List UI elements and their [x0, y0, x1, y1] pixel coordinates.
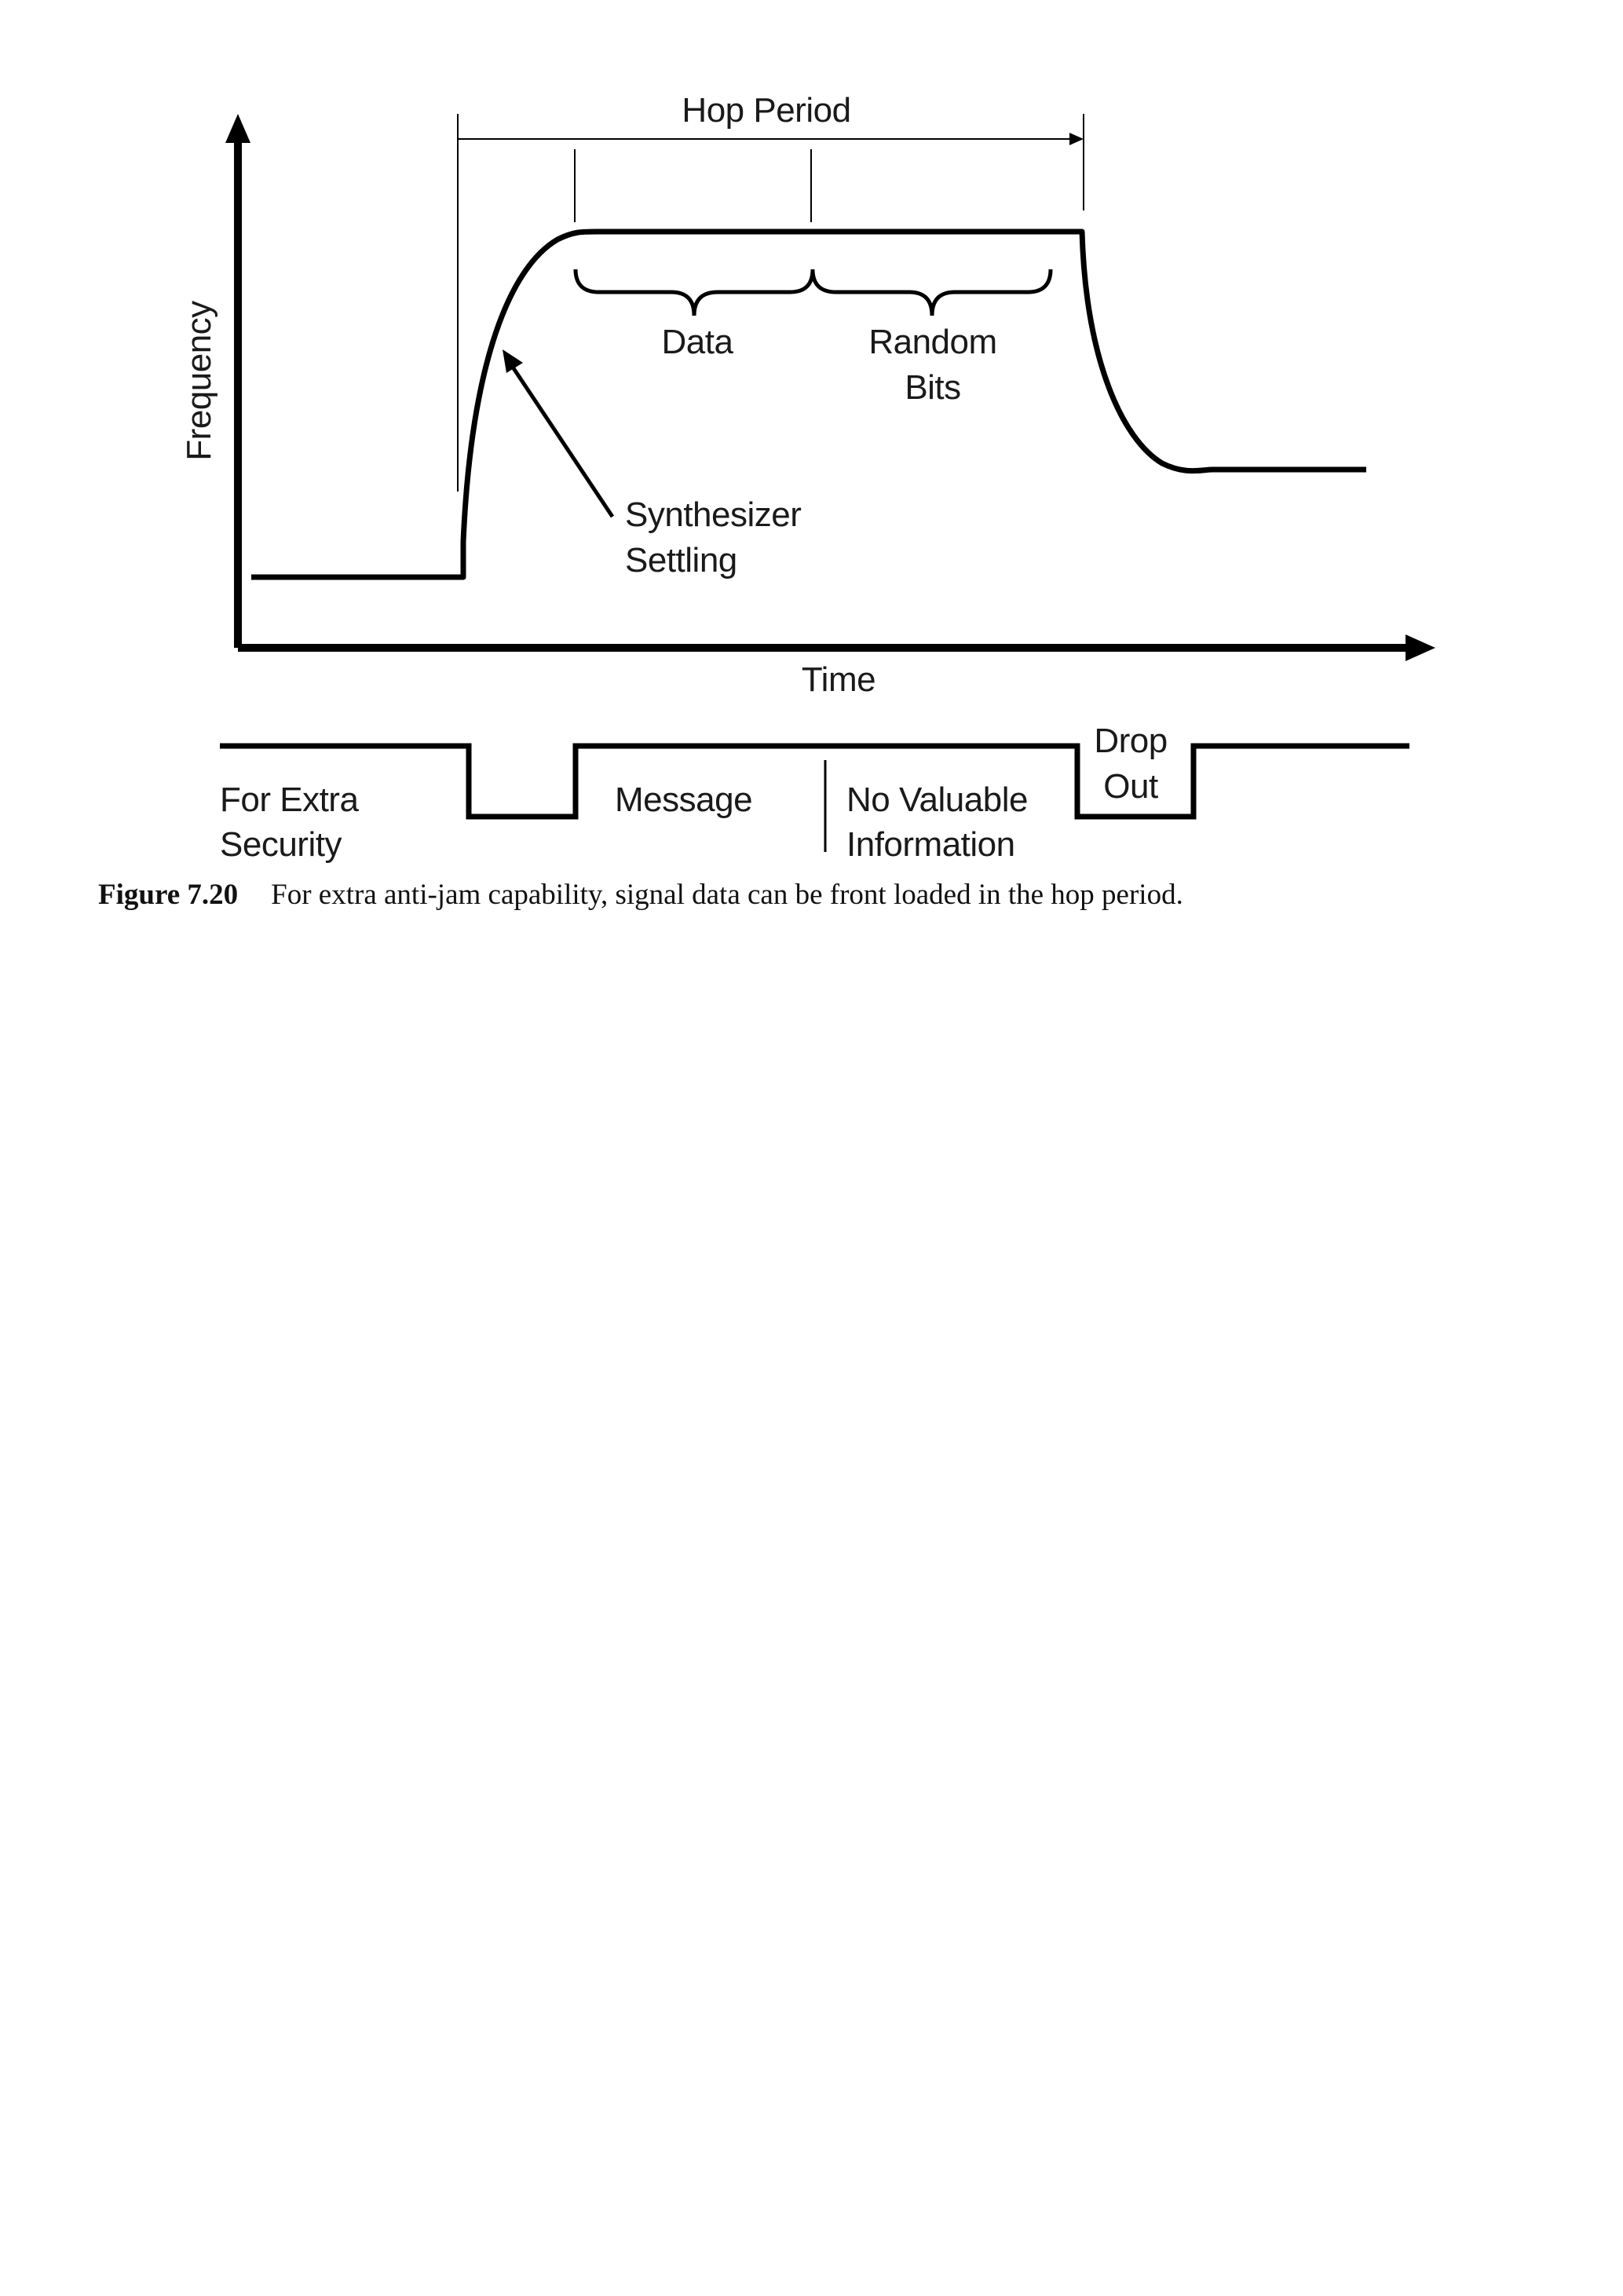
no-valuable-information-label-line1: No Valuable: [846, 781, 1028, 819]
data-label: Data: [661, 323, 733, 361]
hop-period-label: Hop Period: [682, 91, 851, 130]
x-axis-arrowhead: [1406, 634, 1435, 661]
random-bits-label-line2: Bits: [905, 368, 961, 407]
y-axis-label: Frequency: [180, 301, 218, 461]
figure-number: Figure 7.20: [98, 879, 239, 911]
synthesizer-settling-label-line2: Settling: [625, 541, 737, 579]
figure-caption: [98, 878, 1183, 912]
synthesizer-settling-label-line1: Synthesizer: [625, 495, 802, 534]
caption-text: For extra anti-jam capability, signal data can be front loaded in the hop period.: [271, 879, 1183, 911]
drop-out-label-line1: Drop: [1094, 722, 1168, 760]
hop-period-arrowhead: [1069, 133, 1084, 145]
hop-period-marker: [458, 114, 1084, 492]
for-extra-security-label-line1: For Extra: [220, 781, 359, 819]
hop-timing-diagram: [0, 0, 1623, 895]
random-bits-brace: [813, 269, 1051, 316]
drop-out-label-line2: Out: [1103, 767, 1158, 806]
random-bits-label-line1: Random: [868, 323, 997, 361]
timing-waveform: [220, 746, 1409, 817]
message-label: Message: [615, 781, 753, 819]
for-extra-security-label-line2: Security: [220, 825, 342, 864]
no-valuable-information-label-line2: Information: [846, 825, 1015, 864]
data-brace: [576, 269, 813, 316]
x-axis-label: Time: [801, 660, 876, 699]
y-axis-arrowhead: [225, 114, 250, 143]
synthesizer-pointer-line: [509, 361, 612, 517]
